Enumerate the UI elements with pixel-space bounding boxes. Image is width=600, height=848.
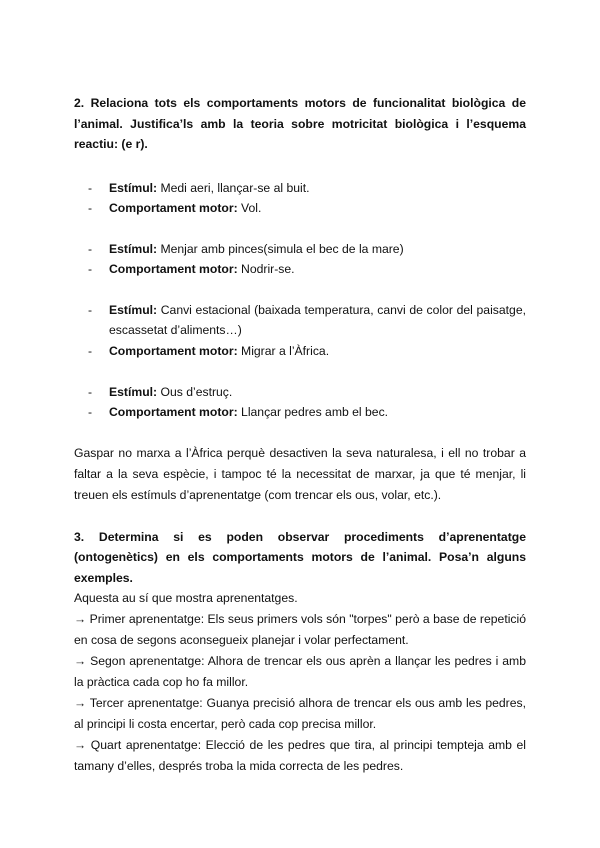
stimulus-response-list-4 — [74, 382, 526, 423]
question-2-title: 2. Relaciona tots els comportaments motors de funcionalitat biològica de l’animal. Justifica’ls amb la teoria sobre motricitat biològica i l’esquema reactiu: (e r). — [74, 96, 526, 151]
stimulus-text: Ous d’estruç. — [160, 384, 233, 399]
learning-item: → Tercer aprenentatge: Guanya precisió alhora de trencar els ous amb les pedres, al principi li costa encertar, però cada cop precisa millor. — [74, 696, 526, 732]
behavior-item — [74, 259, 526, 280]
bullet-dash: - — [88, 241, 93, 256]
behavior-label: Comportament motor: — [109, 262, 238, 277]
stimulus-label: Estímul: — [109, 384, 158, 399]
stimulus-response-list-3 — [74, 300, 526, 362]
stimulus-text: Medi aeri, llançar-se al buit. — [160, 180, 310, 195]
stimulus-text: Menjar amb pinces(simula el bec de la mare) — [160, 241, 404, 256]
learning-item: → Quart aprenentatge: Elecció de les pedres que tira, al principi tempteja amb el tamany d’elles, després troba la mida correcta de les pedres. — [74, 738, 526, 774]
stimulus-label: Estímul: — [109, 180, 158, 195]
bullet-dash: - — [88, 180, 93, 195]
stimulus-label: Estímul: — [109, 241, 158, 256]
stimulus-item — [74, 300, 526, 341]
stimulus-text: Canvi estacional (baixada temperatura, canvi de color del paisatge, escassetat d’aliments…) — [109, 302, 526, 338]
bullet-dash: - — [88, 344, 93, 359]
behavior-text: Nodrir-se. — [241, 262, 295, 277]
behavior-item — [74, 402, 526, 423]
behavior-text: Migrar a l’Àfrica. — [241, 344, 330, 359]
bullet-dash: - — [88, 201, 93, 216]
stimulus-response-list-1 — [74, 178, 526, 219]
stimulus-label: Estímul: — [109, 302, 158, 317]
question-3-intro: Aquesta au sí que mostra aprenentatges. — [74, 591, 298, 606]
behavior-item — [74, 198, 526, 219]
document-page — [74, 93, 526, 777]
conclusion-paragraph: Gaspar no marxa a l’Àfrica perquè desactiven la seva naturalesa, i ell no trobar a faltar a la seva espècie, i tampoc té la necessitat de marxar, ja que té menjar, li treuen els estímuls d’aprenentatge (com trencar els ous, volar, etc.). — [74, 445, 526, 502]
bullet-dash: - — [88, 262, 93, 277]
bullet-dash: - — [88, 384, 93, 399]
behavior-text: Vol. — [241, 201, 262, 216]
learning-item: → Segon aprenentatge: Alhora de trencar els ous aprèn a llançar les pedres i amb la pràctica cada cop ho fa millor. — [74, 654, 526, 690]
bullet-dash: - — [88, 302, 93, 317]
behavior-text: Llançar pedres amb el bec. — [241, 405, 389, 420]
stimulus-item — [74, 239, 526, 260]
stimulus-response-list-2 — [74, 239, 526, 280]
behavior-label: Comportament motor: — [109, 344, 238, 359]
behavior-label: Comportament motor: — [109, 201, 238, 216]
stimulus-item — [74, 382, 526, 403]
bullet-dash: - — [88, 405, 93, 420]
behavior-item — [74, 341, 526, 362]
behavior-label: Comportament motor: — [109, 405, 238, 420]
question-3-title: 3. Determina si es poden observar procediments d’aprenentatge (ontogenètics) en els comportaments motors de l’animal. Posa’n alguns exemples. — [74, 529, 526, 585]
learning-item: → Primer aprenentatge: Els seus primers vols són "torpes" però a base de repetició en cosa de segons aconsegueix planejar i volar perfectament. — [74, 612, 526, 648]
stimulus-item — [74, 178, 526, 199]
